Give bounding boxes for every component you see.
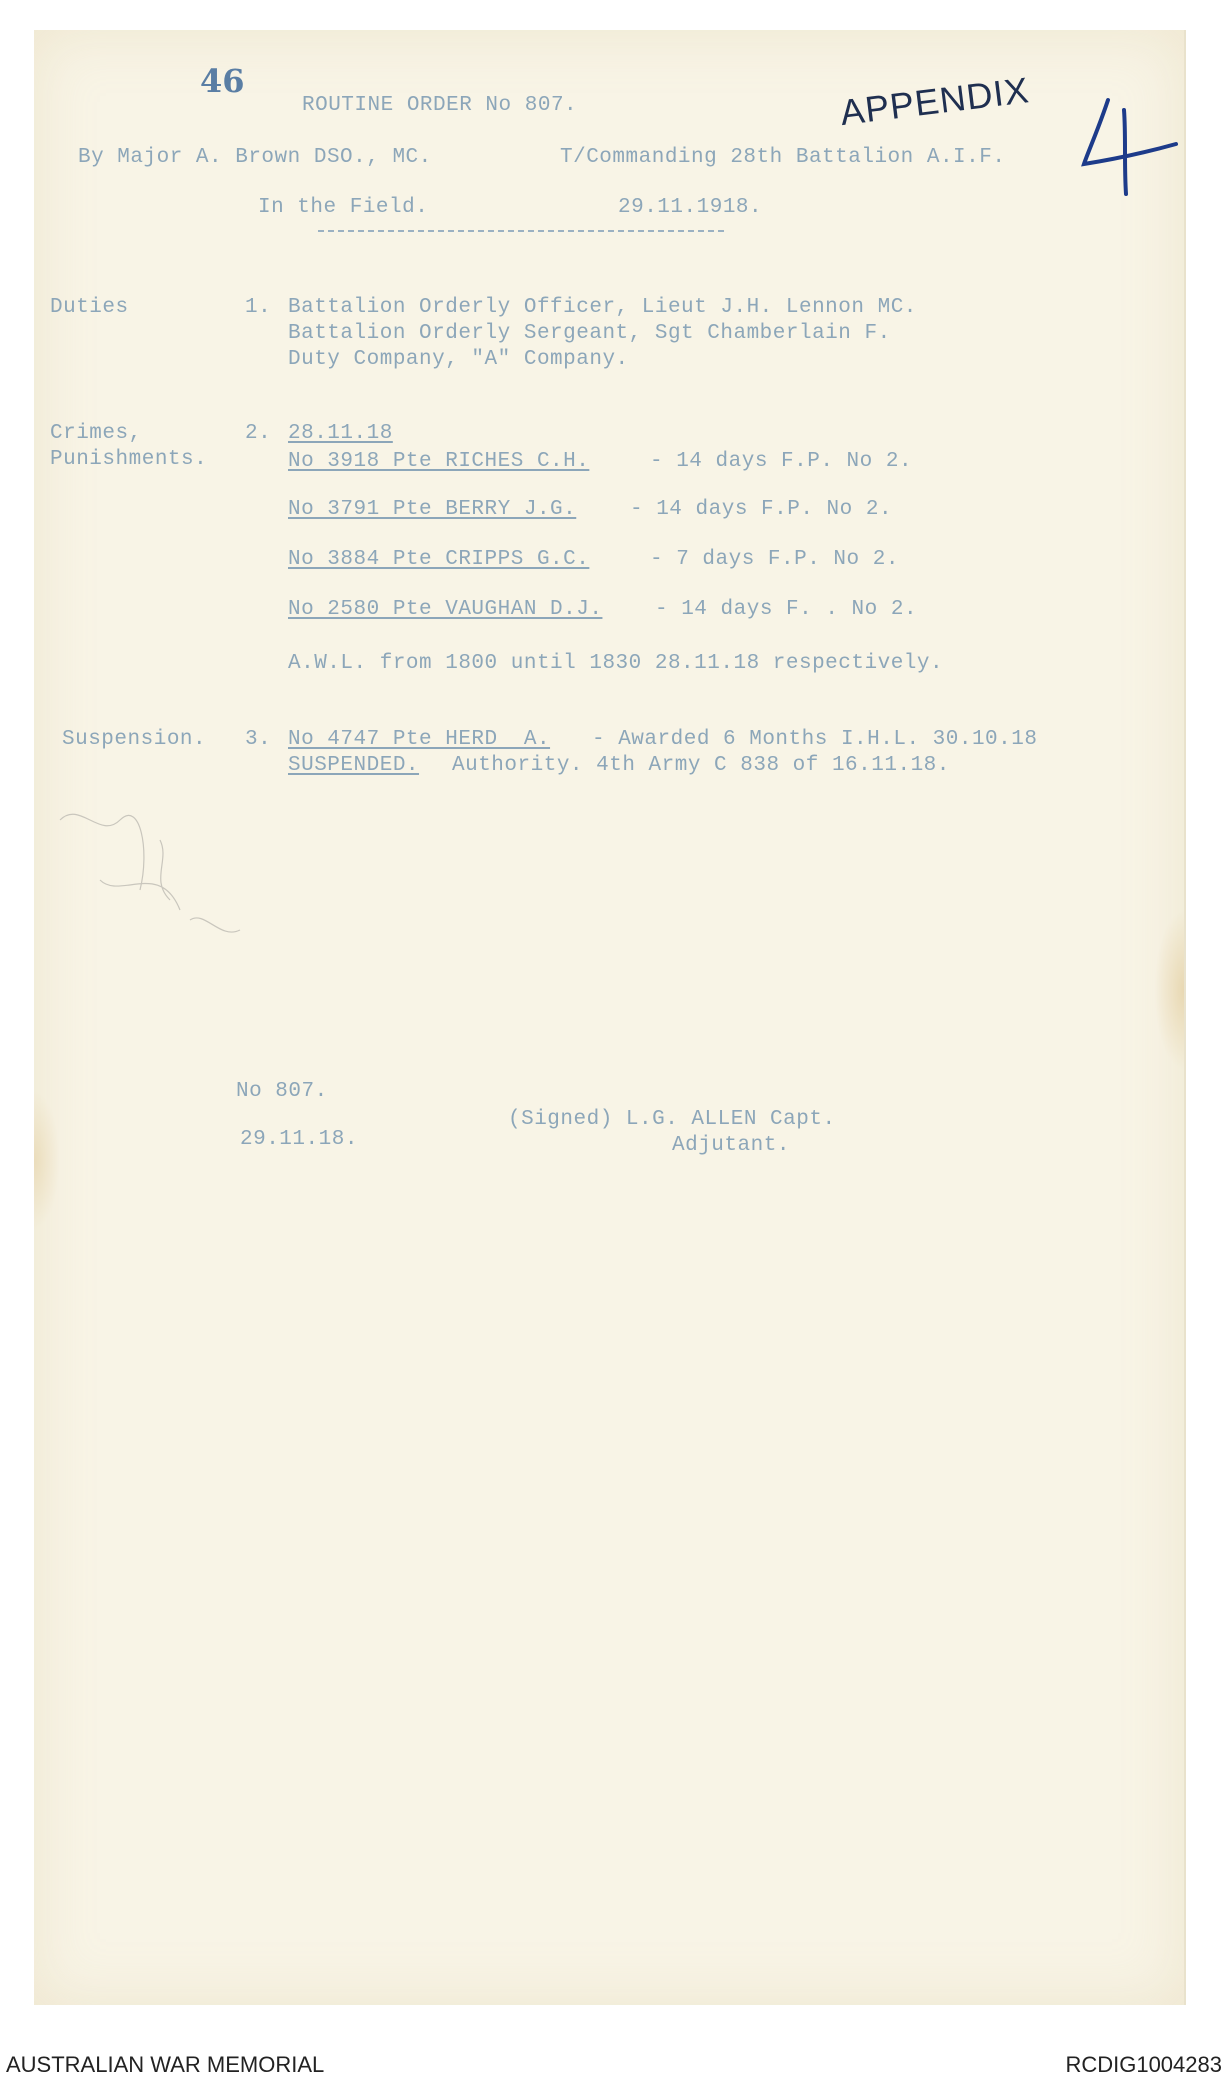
duties-line: Battalion Orderly Sergeant, Sgt Chamberlain F. xyxy=(288,322,891,345)
paper-stain xyxy=(1154,910,1184,1070)
punishment-entry-name: No 3791 Pte BERRY J.G. xyxy=(288,498,577,521)
suspension-number: 3. xyxy=(245,728,272,751)
punishment-entry-penalty: - 7 days F.P. No 2. xyxy=(650,548,899,571)
punishment-entry-penalty: - 14 days F.P. No 2. xyxy=(630,498,893,521)
closing-date: 29.11.18. xyxy=(240,1128,358,1151)
crimes-number: 2. xyxy=(245,422,272,445)
suspension-status: SUSPENDED. xyxy=(288,754,420,777)
crimes-date: 28.11.18 xyxy=(288,422,393,445)
suspension-name: No 4747 Pte HERD A. xyxy=(288,728,551,751)
suspension-authority: Authority. 4th Army C 838 of 16.11.18. xyxy=(452,754,950,777)
signature-line: (Signed) L.G. ALLEN Capt. xyxy=(508,1108,836,1131)
crimes-heading: Crimes, xyxy=(50,422,142,445)
suspension-heading: Suspension. xyxy=(62,728,207,751)
order-title: ROUTINE ORDER No 807. xyxy=(302,94,578,117)
punishment-entry-name: No 3918 Pte RICHES C.H. xyxy=(288,450,590,473)
punishment-entry-penalty: - 14 days F.P. No 2. xyxy=(650,450,913,473)
closing-order-number: No 807. xyxy=(236,1080,328,1103)
signatory-role: Adjutant. xyxy=(672,1134,790,1157)
handwritten-number-4 xyxy=(1080,90,1190,200)
duties-line: Battalion Orderly Officer, Lieut J.H. Lennon MC. xyxy=(288,296,917,319)
absence-line: A.W.L. from 1800 until 1830 28.11.18 respectively. xyxy=(288,652,944,675)
duties-number: 1. xyxy=(245,296,272,319)
footer-record-id: RCDIG1004283 xyxy=(1065,2052,1222,2077)
folio-number: 46 xyxy=(200,62,245,100)
command-line: T/Commanding 28th Battalion A.I.F. xyxy=(560,146,1006,169)
footer-institution: AUSTRALIAN WAR MEMORIAL xyxy=(6,2052,325,2077)
punishment-entry-name: No 3884 Pte CRIPPS G.C. xyxy=(288,548,590,571)
punishments-heading: Punishments. xyxy=(50,448,208,471)
by-line: By Major A. Brown DSO., MC. xyxy=(78,146,432,169)
header-separator xyxy=(318,230,724,232)
paper-stain xyxy=(34,1090,60,1230)
pencil-scribble xyxy=(40,780,280,980)
duties-heading: Duties xyxy=(50,296,129,319)
order-date: 29.11.1918. xyxy=(618,196,763,219)
punishment-entry-name: No 2580 Pte VAUGHAN D.J. xyxy=(288,598,603,621)
appendix-stamp: APPENDIX xyxy=(837,69,1032,134)
duties-line: Duty Company, "A" Company. xyxy=(288,348,629,371)
punishment-entry-penalty: - 14 days F. . No 2. xyxy=(655,598,918,621)
place-line: In the Field. xyxy=(258,196,429,219)
suspension-award: - Awarded 6 Months I.H.L. 30.10.18 xyxy=(592,728,1038,751)
